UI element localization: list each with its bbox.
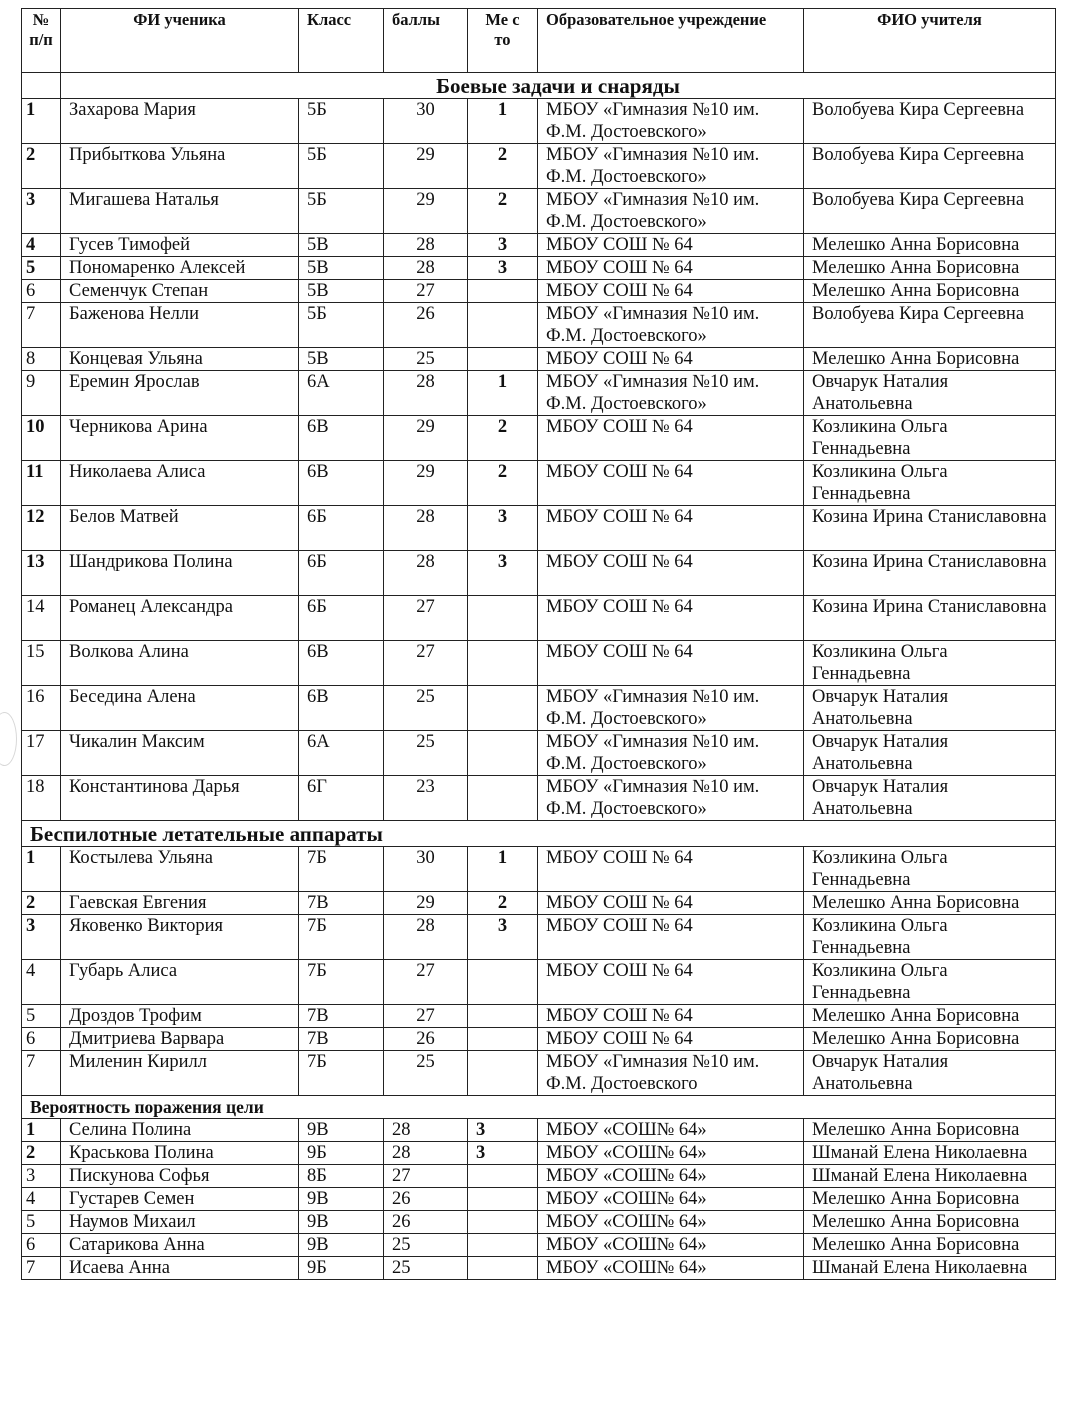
cell-num: 8 <box>22 348 61 371</box>
cell-num: 12 <box>22 506 61 551</box>
cell-num: 4 <box>22 960 61 1005</box>
cell-place: 1 <box>468 371 538 416</box>
table-row <box>22 1005 1056 1028</box>
header-score: баллы <box>384 9 468 73</box>
cell-name: Густарев Семен <box>61 1188 299 1211</box>
cell-name: Дмитриева Варвара <box>61 1028 299 1051</box>
header-name: ФИ ученика <box>61 9 299 73</box>
table-row <box>22 1188 1056 1211</box>
header-row <box>22 9 1056 73</box>
cell-place <box>468 641 538 686</box>
cell-school: МБОУ СОШ № 64 <box>538 596 804 641</box>
cell-grade: 6Г <box>299 776 384 821</box>
cell-num: 7 <box>22 1051 61 1096</box>
cell-school: МБОУ СОШ № 64 <box>538 551 804 596</box>
table-row <box>22 1051 1056 1096</box>
cell-name: Прибыткова Ульяна <box>61 144 299 189</box>
cell-grade: 5В <box>299 280 384 303</box>
cell-name: Концевая Ульяна <box>61 348 299 371</box>
cell-num: 5 <box>22 1211 61 1234</box>
header-place: Ме с то <box>468 9 538 73</box>
section-title: Беспилотные летательные аппараты <box>22 821 1056 847</box>
table-row <box>22 257 1056 280</box>
cell-place: 3 <box>468 506 538 551</box>
cell-score: 25 <box>384 348 468 371</box>
table-row <box>22 303 1056 348</box>
cell-place <box>468 1051 538 1096</box>
cell-name: Семенчук Степан <box>61 280 299 303</box>
cell-teacher: Мелешко Анна Борисовна <box>804 1119 1056 1142</box>
cell-name: Костылева Ульяна <box>61 847 299 892</box>
cell-teacher: Овчарук Наталия Анатольевна <box>804 1051 1056 1096</box>
cell-school: МБОУ СОШ № 64 <box>538 892 804 915</box>
cell-score: 29 <box>384 144 468 189</box>
cell-name: Пономаренко Алексей <box>61 257 299 280</box>
cell-school: МБОУ «Гимназия №10 им. Ф.М. Достоевского» <box>538 731 804 776</box>
cell-grade: 5Б <box>299 144 384 189</box>
cell-name: Константинова Дарья <box>61 776 299 821</box>
cell-school: МБОУ СОШ № 64 <box>538 461 804 506</box>
cell-num: 1 <box>22 1119 61 1142</box>
cell-name: Волкова Алина <box>61 641 299 686</box>
cell-school: МБОУ СОШ № 64 <box>538 416 804 461</box>
cell-place <box>468 1234 538 1257</box>
cell-place: 3 <box>468 1142 538 1165</box>
cell-grade: 9В <box>299 1188 384 1211</box>
cell-school: МБОУ «СОШ№ 64» <box>538 1211 804 1234</box>
cell-place: 3 <box>468 234 538 257</box>
table-row <box>22 1119 1056 1142</box>
cell-teacher: Овчарук Наталия Анатольевна <box>804 686 1056 731</box>
table-row <box>22 1165 1056 1188</box>
cell-score: 27 <box>384 960 468 1005</box>
cell-num: 9 <box>22 371 61 416</box>
cell-place: 3 <box>468 551 538 596</box>
cell-place: 1 <box>468 99 538 144</box>
cell-num: 1 <box>22 99 61 144</box>
section-header-blank <box>22 73 61 99</box>
cell-name: Еремин Ярослав <box>61 371 299 416</box>
cell-teacher: Шманай Елена Николаевна <box>804 1257 1056 1280</box>
cell-grade: 9В <box>299 1119 384 1142</box>
table-row <box>22 1234 1056 1257</box>
cell-grade: 5В <box>299 234 384 257</box>
cell-name: Чикалин Максим <box>61 731 299 776</box>
cell-score: 28 <box>384 371 468 416</box>
cell-num: 5 <box>22 257 61 280</box>
table-row <box>22 960 1056 1005</box>
table-row <box>22 506 1056 551</box>
table-row <box>22 1257 1056 1280</box>
cell-teacher: Волобуева Кира Сергеевна <box>804 303 1056 348</box>
table-row <box>22 416 1056 461</box>
cell-teacher: Козликина Ольга Геннадьевна <box>804 915 1056 960</box>
cell-num: 2 <box>22 144 61 189</box>
cell-num: 15 <box>22 641 61 686</box>
table-row <box>22 915 1056 960</box>
cell-score: 28 <box>384 234 468 257</box>
cell-grade: 6А <box>299 731 384 776</box>
cell-num: 18 <box>22 776 61 821</box>
cell-name: Белов Матвей <box>61 506 299 551</box>
table-row <box>22 551 1056 596</box>
cell-score: 28 <box>384 257 468 280</box>
cell-grade: 5Б <box>299 189 384 234</box>
cell-name: Николаева Алиса <box>61 461 299 506</box>
cell-school: МБОУ «СОШ№ 64» <box>538 1188 804 1211</box>
cell-num: 2 <box>22 1142 61 1165</box>
cell-name: Губарь Алиса <box>61 960 299 1005</box>
cell-grade: 6В <box>299 641 384 686</box>
page-curl-edge <box>0 712 17 766</box>
cell-name: Исаева Анна <box>61 1257 299 1280</box>
cell-place: 2 <box>468 892 538 915</box>
section-header-row <box>22 821 1056 847</box>
cell-grade: 7Б <box>299 1051 384 1096</box>
cell-teacher: Волобуева Кира Сергеевна <box>804 144 1056 189</box>
cell-num: 6 <box>22 1028 61 1051</box>
cell-school: МБОУ «СОШ№ 64» <box>538 1119 804 1142</box>
cell-school: МБОУ СОШ № 64 <box>538 234 804 257</box>
cell-teacher: Козликина Ольга Геннадьевна <box>804 461 1056 506</box>
cell-school: МБОУ СОШ № 64 <box>538 915 804 960</box>
table-row <box>22 776 1056 821</box>
cell-score: 26 <box>384 303 468 348</box>
cell-school: МБОУ СОШ № 64 <box>538 641 804 686</box>
cell-score: 29 <box>384 892 468 915</box>
header-school: Образовательное учреждение <box>538 9 804 73</box>
cell-teacher: Волобуева Кира Сергеевна <box>804 189 1056 234</box>
table-row <box>22 731 1056 776</box>
cell-school: МБОУ «СОШ№ 64» <box>538 1257 804 1280</box>
cell-grade: 7В <box>299 1005 384 1028</box>
cell-name: Гаевская Евгения <box>61 892 299 915</box>
cell-score: 25 <box>384 1051 468 1096</box>
cell-place: 3 <box>468 257 538 280</box>
cell-teacher: Козликина Ольга Геннадьевна <box>804 960 1056 1005</box>
cell-school: МБОУ «СОШ№ 64» <box>538 1234 804 1257</box>
table-row <box>22 1142 1056 1165</box>
cell-teacher: Мелешко Анна Борисовна <box>804 348 1056 371</box>
cell-score: 26 <box>384 1211 468 1234</box>
cell-num: 4 <box>22 1188 61 1211</box>
cell-grade: 9Б <box>299 1257 384 1280</box>
cell-num: 17 <box>22 731 61 776</box>
cell-teacher: Мелешко Анна Борисовна <box>804 234 1056 257</box>
cell-school: МБОУ «Гимназия №10 им. Ф.М. Достоевского» <box>538 144 804 189</box>
cell-num: 11 <box>22 461 61 506</box>
cell-grade: 6Б <box>299 506 384 551</box>
cell-place: 2 <box>468 416 538 461</box>
cell-score: 28 <box>384 551 468 596</box>
cell-teacher: Шманай Елена Николаевна <box>804 1142 1056 1165</box>
cell-score: 27 <box>384 596 468 641</box>
cell-place <box>468 348 538 371</box>
cell-school: МБОУ СОШ № 64 <box>538 847 804 892</box>
cell-teacher: Мелешко Анна Борисовна <box>804 1188 1056 1211</box>
cell-school: МБОУ «Гимназия №10 им. Ф.М. Достоевского» <box>538 371 804 416</box>
header-teacher: ФИО учителя <box>804 9 1056 73</box>
cell-school: МБОУ «Гимназия №10 им. Ф.М. Достоевского» <box>538 303 804 348</box>
cell-score: 27 <box>384 641 468 686</box>
cell-teacher: Мелешко Анна Борисовна <box>804 1005 1056 1028</box>
cell-place <box>468 596 538 641</box>
cell-score: 23 <box>384 776 468 821</box>
cell-place <box>468 1211 538 1234</box>
cell-school: МБОУ СОШ № 64 <box>538 280 804 303</box>
results-table <box>21 8 1056 1280</box>
cell-school: МБОУ «СОШ№ 64» <box>538 1142 804 1165</box>
cell-teacher: Овчарук Наталия Анатольевна <box>804 776 1056 821</box>
cell-score: 27 <box>384 1005 468 1028</box>
cell-grade: 7Б <box>299 915 384 960</box>
cell-school: МБОУ СОШ № 64 <box>538 348 804 371</box>
cell-grade: 8Б <box>299 1165 384 1188</box>
cell-teacher: Козликина Ольга Геннадьевна <box>804 641 1056 686</box>
cell-teacher: Козина Ирина Станиславовна <box>804 596 1056 641</box>
cell-name: Баженова Нелли <box>61 303 299 348</box>
table-row <box>22 348 1056 371</box>
cell-school: МБОУ «Гимназия №10 им. Ф.М. Достоевского» <box>538 189 804 234</box>
cell-score: 25 <box>384 731 468 776</box>
cell-place <box>468 686 538 731</box>
cell-grade: 6Б <box>299 596 384 641</box>
cell-score: 27 <box>384 280 468 303</box>
cell-name: Захарова Мария <box>61 99 299 144</box>
cell-num: 10 <box>22 416 61 461</box>
cell-score: 28 <box>384 1142 468 1165</box>
cell-school: МБОУ СОШ № 64 <box>538 506 804 551</box>
table-row <box>22 144 1056 189</box>
cell-score: 29 <box>384 416 468 461</box>
cell-school: МБОУ СОШ № 64 <box>538 257 804 280</box>
cell-name: Мигашева Наталья <box>61 189 299 234</box>
cell-num: 13 <box>22 551 61 596</box>
cell-place <box>468 731 538 776</box>
cell-score: 25 <box>384 1257 468 1280</box>
cell-score: 27 <box>384 1165 468 1188</box>
cell-place: 3 <box>468 915 538 960</box>
cell-name: Черникова Арина <box>61 416 299 461</box>
cell-school: МБОУ СОШ № 64 <box>538 1028 804 1051</box>
cell-grade: 6В <box>299 461 384 506</box>
cell-teacher: Козина Ирина Станиславовна <box>804 506 1056 551</box>
cell-grade: 5Б <box>299 303 384 348</box>
table-row <box>22 99 1056 144</box>
table-row <box>22 1211 1056 1234</box>
cell-name: Краськова Полина <box>61 1142 299 1165</box>
cell-score: 25 <box>384 686 468 731</box>
table-row <box>22 892 1056 915</box>
cell-place <box>468 1028 538 1051</box>
cell-name: Наумов Михаил <box>61 1211 299 1234</box>
cell-place: 2 <box>468 461 538 506</box>
cell-school: МБОУ «Гимназия №10 им. Ф.М. Достоевского <box>538 1051 804 1096</box>
table-row <box>22 847 1056 892</box>
cell-teacher: Мелешко Анна Борисовна <box>804 892 1056 915</box>
cell-score: 25 <box>384 1234 468 1257</box>
cell-num: 16 <box>22 686 61 731</box>
cell-grade: 7В <box>299 892 384 915</box>
cell-teacher: Шманай Елена Николаевна <box>804 1165 1056 1188</box>
cell-num: 6 <box>22 280 61 303</box>
cell-teacher: Козликина Ольга Геннадьевна <box>804 847 1056 892</box>
cell-name: Дроздов Трофим <box>61 1005 299 1028</box>
section-title: Боевые задачи и снаряды <box>61 73 1056 99</box>
cell-grade: 5В <box>299 348 384 371</box>
cell-grade: 9Б <box>299 1142 384 1165</box>
section-header-row <box>22 1096 1056 1119</box>
cell-place <box>468 1165 538 1188</box>
cell-score: 28 <box>384 1119 468 1142</box>
cell-name: Миленин Кирилл <box>61 1051 299 1096</box>
cell-num: 4 <box>22 234 61 257</box>
cell-name: Романец Александра <box>61 596 299 641</box>
cell-name: Яковенко Виктория <box>61 915 299 960</box>
cell-grade: 6Б <box>299 551 384 596</box>
cell-num: 3 <box>22 1165 61 1188</box>
cell-teacher: Мелешко Анна Борисовна <box>804 1234 1056 1257</box>
cell-num: 2 <box>22 892 61 915</box>
cell-place: 1 <box>468 847 538 892</box>
cell-grade: 5Б <box>299 99 384 144</box>
cell-grade: 7В <box>299 1028 384 1051</box>
cell-name: Сатарикова Анна <box>61 1234 299 1257</box>
cell-school: МБОУ «Гимназия №10 им. Ф.М. Достоевского» <box>538 686 804 731</box>
cell-num: 7 <box>22 303 61 348</box>
cell-place <box>468 1188 538 1211</box>
table-row <box>22 280 1056 303</box>
cell-grade: 7Б <box>299 960 384 1005</box>
cell-grade: 9В <box>299 1234 384 1257</box>
cell-school: МБОУ «Гимназия №10 им. Ф.М. Достоевского» <box>538 776 804 821</box>
cell-name: Шандрикова Полина <box>61 551 299 596</box>
cell-num: 5 <box>22 1005 61 1028</box>
cell-score: 26 <box>384 1028 468 1051</box>
cell-score: 29 <box>384 461 468 506</box>
cell-score: 28 <box>384 915 468 960</box>
cell-teacher: Волобуева Кира Сергеевна <box>804 99 1056 144</box>
cell-num: 1 <box>22 847 61 892</box>
cell-teacher: Овчарук Наталия Анатольевна <box>804 371 1056 416</box>
header-num: № п/п <box>22 9 61 73</box>
cell-num: 14 <box>22 596 61 641</box>
cell-score: 30 <box>384 847 468 892</box>
table-row <box>22 1028 1056 1051</box>
cell-place: 2 <box>468 144 538 189</box>
table-row <box>22 371 1056 416</box>
cell-grade: 6А <box>299 371 384 416</box>
cell-place <box>468 303 538 348</box>
table-row <box>22 596 1056 641</box>
results-body <box>22 73 1056 1280</box>
cell-num: 6 <box>22 1234 61 1257</box>
cell-grade: 7Б <box>299 847 384 892</box>
cell-place <box>468 1257 538 1280</box>
section-title: Вероятность поражения цели <box>22 1096 1056 1119</box>
cell-grade: 9В <box>299 1211 384 1234</box>
cell-teacher: Мелешко Анна Борисовна <box>804 257 1056 280</box>
cell-school: МБОУ «СОШ№ 64» <box>538 1165 804 1188</box>
table-row <box>22 641 1056 686</box>
cell-score: 26 <box>384 1188 468 1211</box>
header-grade: Класс <box>299 9 384 73</box>
cell-grade: 5В <box>299 257 384 280</box>
cell-score: 28 <box>384 506 468 551</box>
cell-grade: 6В <box>299 686 384 731</box>
cell-school: МБОУ СОШ № 64 <box>538 960 804 1005</box>
cell-school: МБОУ СОШ № 64 <box>538 1005 804 1028</box>
table-row <box>22 461 1056 506</box>
cell-name: Беседина Алена <box>61 686 299 731</box>
cell-teacher: Мелешко Анна Борисовна <box>804 280 1056 303</box>
cell-name: Пискунова Софья <box>61 1165 299 1188</box>
cell-name: Гусев Тимофей <box>61 234 299 257</box>
cell-place: 3 <box>468 1119 538 1142</box>
table-row <box>22 234 1056 257</box>
cell-teacher: Козликина Ольга Геннадьевна <box>804 416 1056 461</box>
cell-place <box>468 1005 538 1028</box>
section-header-row <box>22 73 1056 99</box>
cell-name: Селина Полина <box>61 1119 299 1142</box>
cell-place <box>468 960 538 1005</box>
cell-num: 3 <box>22 915 61 960</box>
table-row <box>22 189 1056 234</box>
cell-teacher: Овчарук Наталия Анатольевна <box>804 731 1056 776</box>
cell-place <box>468 280 538 303</box>
cell-place <box>468 776 538 821</box>
cell-school: МБОУ «Гимназия №10 им. Ф.М. Достоевского» <box>538 99 804 144</box>
cell-grade: 6В <box>299 416 384 461</box>
cell-teacher: Козина Ирина Станиславовна <box>804 551 1056 596</box>
cell-num: 7 <box>22 1257 61 1280</box>
cell-place: 2 <box>468 189 538 234</box>
cell-score: 30 <box>384 99 468 144</box>
cell-num: 3 <box>22 189 61 234</box>
table-row <box>22 686 1056 731</box>
cell-teacher: Мелешко Анна Борисовна <box>804 1028 1056 1051</box>
results-document <box>21 8 1056 1280</box>
cell-teacher: Мелешко Анна Борисовна <box>804 1211 1056 1234</box>
cell-score: 29 <box>384 189 468 234</box>
